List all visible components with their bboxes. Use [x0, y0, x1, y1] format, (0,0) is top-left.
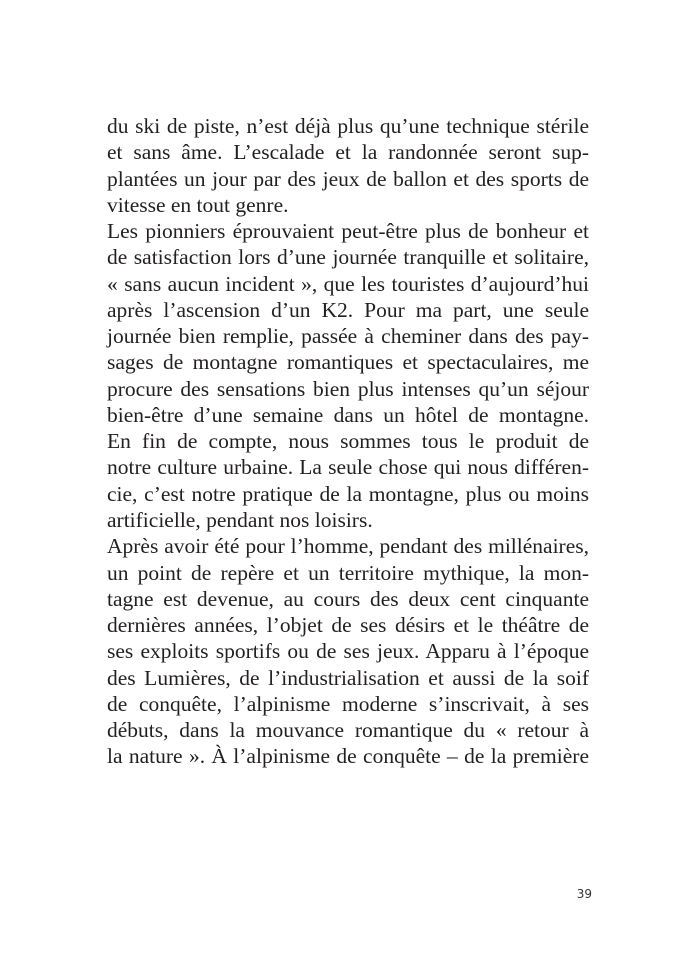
text-line: « sans aucun incident », que les touristes d’aujourd’hui	[107, 271, 589, 296]
text-line: cie, c’est notre pratique de la montagne, plus ou moins	[107, 481, 589, 506]
text-line: notre culture urbaine. La seule chose qui nous différen-	[107, 455, 589, 480]
text-line: et sans âme. L’escalade et la randonnée seront sup-	[107, 140, 589, 165]
text-line: bien-être d’une semaine dans un hôtel de montagne.	[107, 402, 589, 427]
text-line: après l’ascension d’un K2. Pour ma part, une seule	[107, 297, 589, 322]
page-number: 39	[576, 887, 592, 901]
text-line: un point de repère et un territoire mythique, la mon-	[107, 560, 589, 585]
text-line: Après avoir été pour l’homme, pendant des millénaires,	[107, 534, 589, 559]
text-line: journée bien remplie, passée à cheminer dans des pay-	[107, 324, 589, 349]
text-line: artificielle, pendant nos loisirs.	[107, 507, 373, 532]
paragraph	[107, 218, 589, 533]
text-line: du ski de piste, n’est déjà plus qu’une technique stérile	[107, 114, 589, 138]
text-line: la nature ». À l’alpinisme de conquête – de la première	[107, 744, 589, 769]
text-line: procure des sensations bien plus intenses qu’un séjour	[107, 376, 589, 401]
text-line: ses exploits sportifs ou de ses jeux. Apparu à l’époque	[107, 639, 589, 664]
text-line: Les pionniers éprouvaient peut-être plus de bonheur et	[107, 219, 589, 244]
text-line: vitesse en tout genre.	[107, 192, 289, 217]
paragraph	[107, 533, 589, 769]
text-line: débuts, dans la mouvance romantique du « retour à	[107, 718, 589, 743]
text-line: tagne est devenue, au cours des deux cent cinquante	[107, 586, 589, 611]
text-line: de satisfaction lors d’une journée tranquille et solitaire,	[107, 245, 589, 270]
text-line: dernières années, l’objet de ses désirs et le théâtre de	[107, 613, 589, 638]
body-text	[107, 113, 589, 770]
text-line: des Lumières, de l’industrialisation et aussi de la soif	[107, 665, 589, 690]
text-line: sages de montagne romantiques et spectaculaires, me	[107, 350, 589, 375]
text-line: En fin de compte, nous sommes tous le produit de	[107, 429, 589, 454]
text-line: plantées un jour par des jeux de ballon et des sports de	[107, 166, 589, 191]
paragraph	[107, 113, 589, 218]
text-line: de conquête, l’alpinisme moderne s’inscrivait, à ses	[107, 691, 589, 716]
